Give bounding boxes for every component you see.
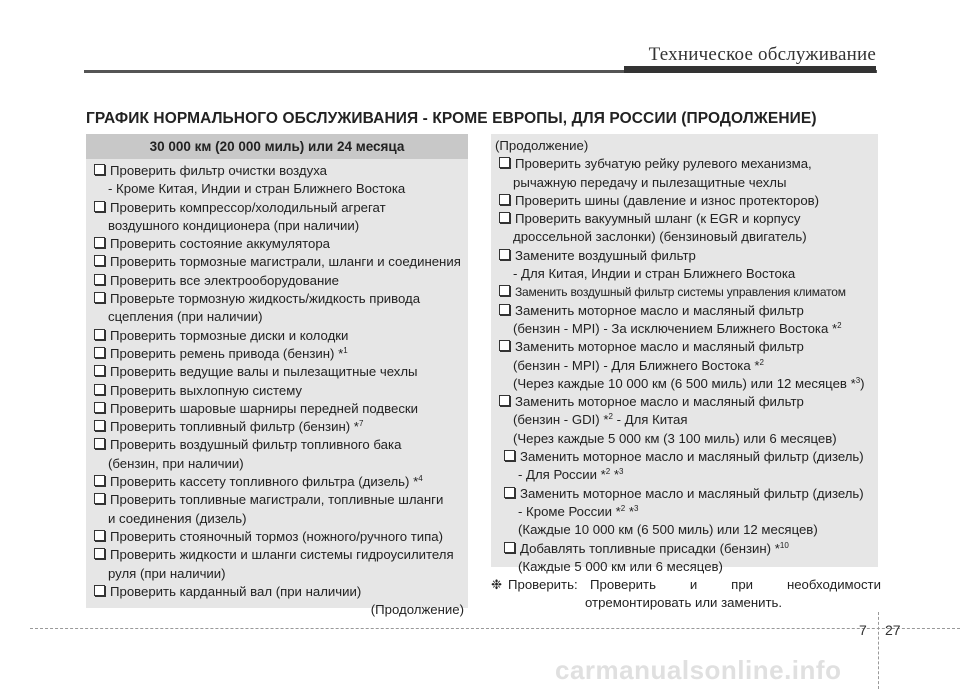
checkbox-icon bbox=[499, 157, 510, 168]
checkbox-icon bbox=[94, 164, 105, 175]
checkbox-icon bbox=[94, 475, 105, 486]
note-line-2: отремонтировать или заменить. bbox=[585, 595, 783, 610]
checkbox-icon bbox=[94, 402, 105, 413]
list-item: Проверить шины (давление и износ протекторов) bbox=[491, 192, 878, 210]
list-item: Заменить моторное масло и масляный фильтр bbox=[491, 302, 878, 320]
list-item: Проверить кассету топливного фильтра (дизель) *$^4$ bbox=[86, 473, 468, 491]
checkbox-icon bbox=[94, 274, 105, 285]
right-column bbox=[491, 134, 878, 574]
list-item: Проверить шаровые шарниры передней подвески bbox=[86, 400, 468, 418]
list-item: Заменить моторное масло и масляный фильтр bbox=[491, 338, 878, 356]
list-item: Проверить топливный фильтр (бензин) *$^7$ bbox=[86, 418, 468, 436]
checkbox-icon bbox=[94, 384, 105, 395]
checkbox-icon bbox=[94, 237, 105, 248]
list-item: - Кроме Китая, Индии и стран Ближнего Востока bbox=[108, 181, 406, 197]
list-item: сцепления (при наличии) bbox=[108, 309, 263, 325]
footnote-ref: 2 bbox=[759, 357, 764, 367]
header-bar bbox=[624, 66, 876, 73]
list-item: - Кроме России *$^2$ *$^3$ bbox=[518, 503, 639, 519]
watermark: carmanualsonline.info bbox=[555, 655, 842, 685]
right-item-list bbox=[491, 137, 878, 576]
list-item: дроссельной заслонки) (бензиновый двигатель) bbox=[513, 229, 807, 245]
list-item: рычажную передачу и пылезащитные чехлы bbox=[513, 174, 787, 190]
checkbox-icon bbox=[499, 304, 510, 315]
list-item: Проверить топливные магистрали, топливные шланги bbox=[86, 491, 468, 509]
footnote-ref: 3 bbox=[634, 503, 639, 513]
checkbox-icon bbox=[499, 249, 510, 260]
list-item: Проверить ведущие валы и пылезащитные чехлы bbox=[86, 363, 468, 381]
checkbox-icon bbox=[94, 255, 105, 266]
checkbox-icon bbox=[504, 542, 515, 553]
list-item: (Через каждые 10 000 км (6 500 миль) или 12 месяцев *$^3$) bbox=[513, 375, 865, 391]
list-item: Добавлять топливные присадки (бензин) *$^{10}$ bbox=[491, 540, 878, 558]
list-item: Заменить моторное масло и масляный фильтр (дизель) bbox=[491, 485, 878, 503]
checkbox-icon bbox=[94, 347, 105, 358]
list-item: Проверить компрессор/холодильный агрегат bbox=[86, 199, 468, 217]
footnote-ref: 2 bbox=[605, 467, 611, 477]
list-item: Проверить состояние аккумулятора bbox=[86, 235, 468, 253]
list-item: Проверить все электрооборудование bbox=[86, 272, 468, 290]
list-item: руля (при наличии) bbox=[108, 565, 226, 581]
list-item: Проверить ремень привода (бензин) *$^1$ bbox=[86, 345, 468, 363]
list-item: (бензин - MPI) - Для Ближнего Востока *$^2$ bbox=[513, 357, 764, 373]
checkbox-icon bbox=[94, 438, 105, 449]
checkbox-icon bbox=[94, 548, 105, 559]
list-item: (бензин, при наличии) bbox=[108, 455, 244, 471]
footnote-ref: 2 bbox=[837, 320, 842, 330]
checkbox-icon bbox=[94, 292, 105, 303]
list-item: (бензин - GDI) *$^2$ - Для Китая bbox=[513, 412, 688, 428]
inspection-note bbox=[491, 576, 881, 612]
list-item: Проверить карданный вал (при наличии) bbox=[86, 583, 468, 601]
page-header-title: Техническое обслуживание bbox=[648, 44, 876, 65]
list-item: Заменить воздушный фильтр системы управления климатом bbox=[491, 283, 878, 301]
list-item: воздушного кондиционера (при наличии) bbox=[108, 217, 360, 233]
list-item: Проверить тормозные магистрали, шланги и соединения bbox=[86, 253, 468, 271]
checkbox-icon bbox=[499, 285, 510, 296]
interval-heading: 30 000 км (20 000 миль) или 24 месяца bbox=[86, 134, 468, 159]
checkbox-icon bbox=[94, 329, 105, 340]
note-symbol-icon: ❉ bbox=[491, 577, 503, 592]
footnote-ref: 10 bbox=[779, 540, 789, 550]
list-item: Проверить стояночный тормоз (ножного/ручного типа) bbox=[86, 528, 468, 546]
checkbox-icon bbox=[94, 530, 105, 541]
note-label: Проверить: bbox=[508, 577, 578, 592]
list-item: (Каждые 5 000 км или 6 месяцев) bbox=[518, 558, 723, 574]
list-item: Проверить тормозные диски и колодки bbox=[86, 327, 468, 345]
list-item: Проверить воздушный фильтр топливного бака bbox=[86, 436, 468, 454]
list-item: Замените воздушный фильтр bbox=[491, 247, 878, 265]
checkbox-icon bbox=[94, 420, 105, 431]
continued-label: (Продолжение) bbox=[370, 602, 464, 618]
left-item-list bbox=[86, 162, 468, 619]
footnote-ref: 3 bbox=[619, 467, 624, 477]
note-word: при bbox=[731, 577, 754, 592]
note-word: Проверить bbox=[590, 577, 656, 592]
checkbox-icon bbox=[504, 450, 515, 461]
page-number: 27 bbox=[885, 622, 901, 638]
list-item: (бензин - MPI) - За исключением Ближнего Востока *$^2$ bbox=[513, 320, 842, 336]
list-item: и соединения (дизель) bbox=[108, 510, 247, 526]
note-word: необходимости bbox=[786, 577, 881, 592]
list-item: - Для Китая, Индии и стран Ближнего Востока bbox=[513, 266, 796, 282]
checkbox-icon bbox=[499, 395, 510, 406]
checkbox-icon bbox=[94, 493, 105, 504]
checkbox-icon bbox=[94, 585, 105, 596]
list-item: Проверить выхлопную систему bbox=[86, 382, 468, 400]
list-item: (Каждые 10 000 км (6 500 миль) или 12 месяцев) bbox=[518, 522, 818, 538]
footer-divider bbox=[878, 612, 879, 689]
footnote-ref: 2 bbox=[620, 503, 626, 513]
list-item: Проверить фильтр очистки воздуха bbox=[86, 162, 468, 180]
continued-label: (Продолжение) bbox=[495, 138, 589, 153]
list-item: Проверить зубчатую рейку рулевого механизма, bbox=[491, 155, 878, 173]
checkbox-icon bbox=[499, 212, 510, 223]
note-word: и bbox=[689, 577, 698, 592]
checkbox-icon bbox=[94, 365, 105, 376]
chapter-number: 7 bbox=[859, 622, 867, 638]
list-item: Проверьте тормозную жидкость/жидкость привода bbox=[86, 290, 468, 308]
list-item: (Через каждые 5 000 км (3 100 миль) или 6 месяцев) bbox=[513, 430, 837, 446]
footnote-ref: 1 bbox=[343, 345, 348, 355]
list-item: - Для России *$^2$ *$^3$ bbox=[518, 467, 624, 483]
checkbox-icon bbox=[499, 340, 510, 351]
footnote-ref: 3 bbox=[855, 375, 861, 385]
checkbox-icon bbox=[504, 487, 515, 498]
footnote-ref: 4 bbox=[418, 474, 423, 484]
checkbox-icon bbox=[499, 194, 510, 205]
list-item: Заменить моторное масло и масляный фильтр bbox=[491, 393, 878, 411]
list-item: Проверить жидкости и шланги системы гидроусилителя bbox=[86, 546, 468, 564]
checkbox-icon bbox=[94, 201, 105, 212]
footnote-ref: 7 bbox=[358, 419, 364, 429]
footnote-ref: 2 bbox=[608, 412, 613, 422]
footer-rule bbox=[30, 628, 960, 629]
list-item: Заменить моторное масло и масляный фильтр (дизель) bbox=[491, 448, 878, 466]
left-column bbox=[86, 134, 468, 618]
list-item: Проверить вакуумный шланг (к EGR и корпусу bbox=[491, 210, 878, 228]
page-title: ГРАФИК НОРМАЛЬНОГО ОБСЛУЖИВАНИЯ - КРОМЕ ЕВРОПЫ, ДЛЯ РОССИИ (ПРОДОЛЖЕНИЕ) bbox=[86, 110, 817, 127]
